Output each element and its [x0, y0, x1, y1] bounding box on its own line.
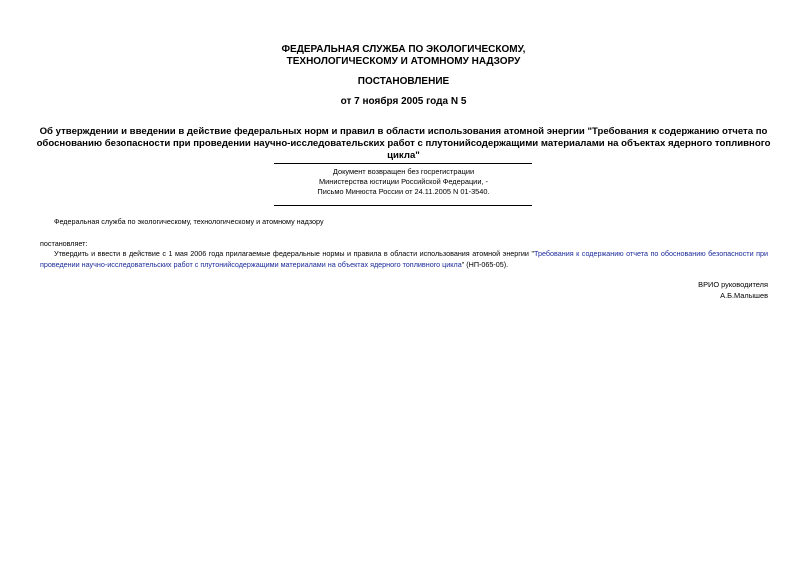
registration-note-line1: Документ возвращен без госрегистрации: [332, 167, 475, 176]
registration-note: [0, 167, 807, 198]
main-text-after-link: " (НП-065-05).: [461, 260, 509, 269]
intro-paragraph: Федеральная служба по экологическому, технологическому и атомному надзору: [54, 217, 324, 226]
registration-note-line2: Министерства юстиции Российской Федерации, -: [318, 177, 489, 187]
decrees-label: постановляет:: [40, 239, 88, 248]
norms-document-link[interactable]: Требования к содержанию отчета по обоснованию безопасности при проведении научно-исследовательских работ с плутонийсодержащими материалами на объектах ядерного топливного цикла: [40, 249, 768, 269]
agency-name-line1: ФЕДЕРАЛЬНАЯ СЛУЖБА ПО ЭКОЛОГИЧЕСКОМУ,: [281, 44, 526, 55]
divider-bottom: [274, 205, 532, 206]
document-type: ПОСТАНОВЛЕНИЕ: [357, 76, 450, 87]
document-date-number: от 7 ноября 2005 года N 5: [340, 96, 467, 107]
document-title-line1: Об утверждении и введении в действие федеральных норм и правил в области использования атомной энергии "Требования к содержанию отчета по: [39, 126, 768, 137]
agency-name-line2: ТЕХНОЛОГИЧЕСКОМУ И АТОМНОМУ НАДЗОРУ: [286, 56, 521, 67]
registration-note-line3: Письмо Минюста России от 24.11.2005 N 01-3540.: [317, 187, 490, 197]
divider-top: [274, 163, 532, 164]
signature-name: А.Б.Малышев: [720, 290, 768, 300]
document-title-line2: обоснованию безопасности при проведении научно-исследовательских работ с плутонийсодержащими материалами на объектах ядерного топливного цикла": [36, 138, 771, 161]
main-paragraph: [40, 248, 768, 270]
signature-position: ВРИО руководителя: [698, 280, 768, 289]
agency-name: [0, 44, 807, 68]
document-title: [34, 126, 773, 162]
signature-block: [560, 280, 768, 301]
main-text-before-link: Утвердить и ввести в действие с 1 мая 2006 года прилагаемые федеральные нормы и правила в области использования атомной энергии ": [54, 249, 534, 258]
